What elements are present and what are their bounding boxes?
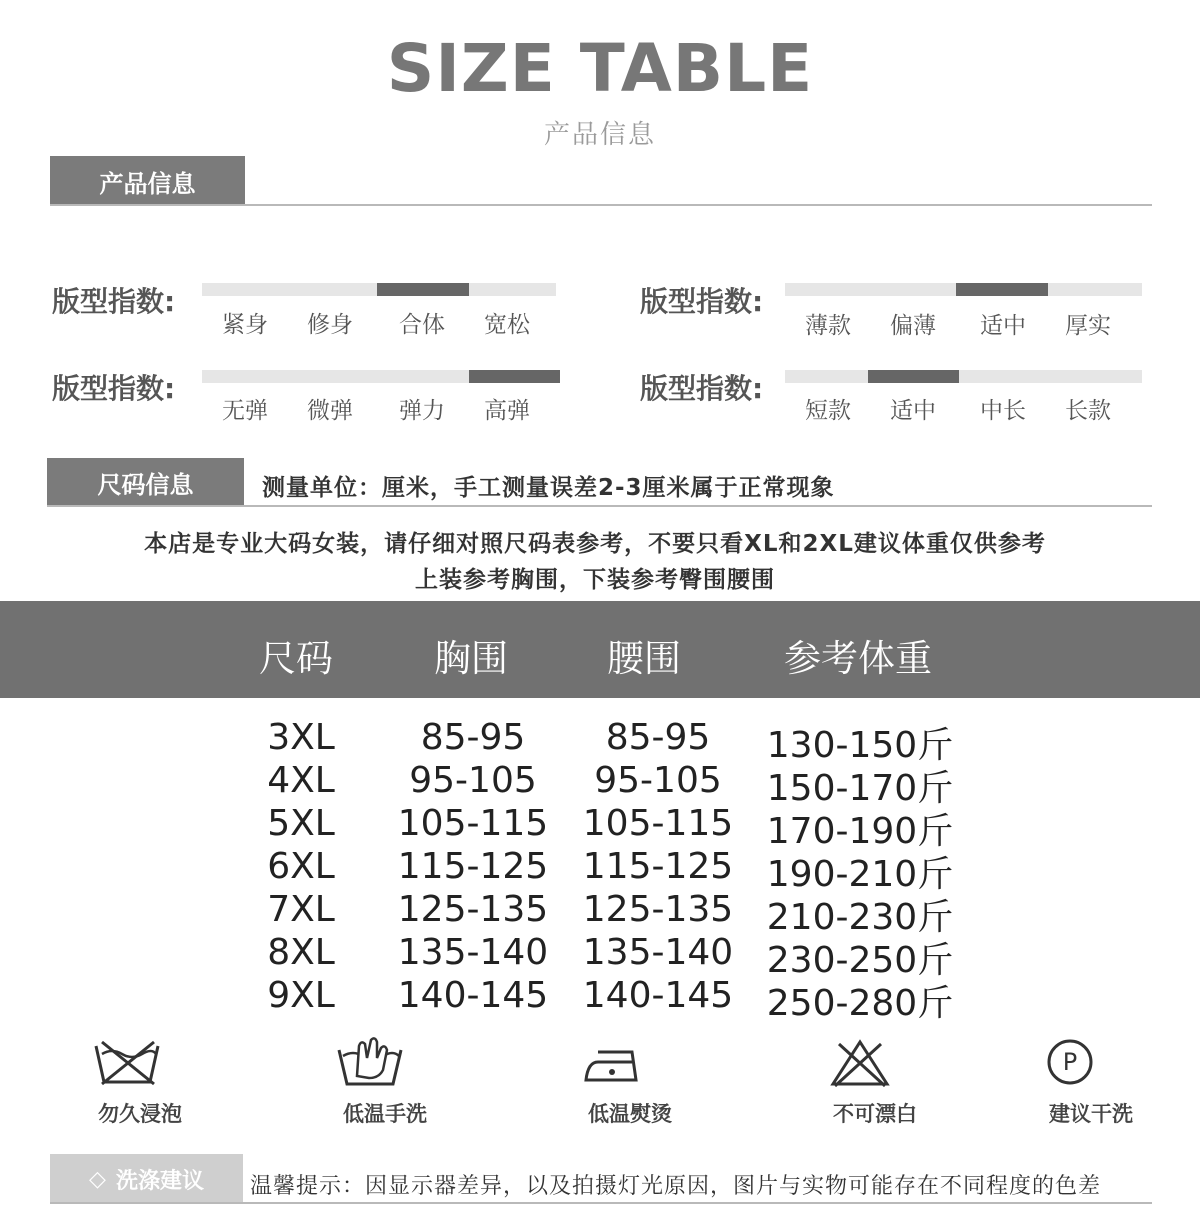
care-label: 勿久浸泡 [98,1102,182,1126]
waist-cell: 125-135 [582,889,734,930]
color-difference-tip: 温馨提示：因显示器差异，以及拍摄灯光原因，图片与实物可能存在不同程度的色差 [250,1174,1102,1199]
fit-option: 偏薄 [890,313,936,339]
waist-cell: 135-140 [582,932,734,973]
chest-cell: 125-135 [397,889,549,930]
column-header-waist: 腰围 [607,637,681,680]
waist-cell: 140-145 [582,975,734,1016]
fit-option: 合体 [399,312,445,338]
fit-index-bar [202,283,556,296]
fit-index-marker [956,283,1048,296]
fit-index-bar [202,370,560,383]
care-label: 低温手洗 [343,1102,427,1126]
waist-cell: 105-115 [582,803,734,844]
divider [50,204,1152,206]
fit-option: 高弹 [484,398,530,424]
fit-index-bar [785,370,1142,383]
care-item [570,1036,690,1126]
fit-option: 弹力 [399,398,445,424]
column-header-weight: 参考体重 [784,637,932,680]
waist-cell: 95-105 [594,760,722,801]
chest-cell: 105-115 [397,803,549,844]
fit-index-label: 版型指数: [640,372,764,405]
fit-index-label: 版型指数: [52,285,176,318]
weight-cell: 150-170斤 [766,768,954,809]
fit-index-marker [868,370,959,383]
fit-index-bar [785,283,1142,296]
size-cell: 8XL [267,932,335,973]
measure-note: 测量单位：厘米，手工测量误差2-3厘米属于正常现象 [262,475,835,501]
size-cell: 3XL [267,717,335,758]
fit-option: 紧身 [222,312,268,338]
notice-line: 本店是专业大码女装，请仔细对照尺码表参考，不要只看XL和2XL建议体重仅供参考 [144,531,1046,557]
fit-index-label: 版型指数: [52,372,176,405]
waist-cell: 115-125 [582,846,734,887]
wash-advice-tab-label: 洗涤建议 [115,1168,204,1194]
chest-cell: 85-95 [420,717,526,758]
fit-option: 修身 [307,312,353,338]
size-info-tab-label: 尺码信息 [97,471,194,499]
weight-cell: 210-230斤 [766,897,954,938]
chest-cell: 135-140 [397,932,549,973]
care-item [80,1036,200,1126]
care-label: 建议干洗 [1049,1102,1133,1126]
weight-cell: 190-210斤 [766,854,954,895]
divider [50,1202,1152,1204]
size-cell: 5XL [267,803,335,844]
care-item [815,1036,935,1126]
column-header-chest: 胸围 [434,637,508,680]
notice-line: 上装参考胸围，下装参考臀围腰围 [415,567,775,593]
fit-index-marker [469,370,560,383]
fit-option: 适中 [980,313,1026,339]
fit-option: 薄款 [805,313,851,339]
weight-cell: 130-150斤 [766,725,954,766]
diamond-icon: ◇ [89,1166,106,1192]
page-title: SIZE TABLE [386,30,814,107]
page-subtitle: 产品信息 [543,120,656,150]
waist-cell: 85-95 [605,717,711,758]
size-cell: 6XL [267,846,335,887]
chest-cell: 115-125 [397,846,549,887]
svg-text:P: P [1062,1048,1078,1076]
hand-wash-icon [335,1036,405,1086]
care-item [325,1036,445,1126]
size-cell: 4XL [267,760,335,801]
column-header-size: 尺码 [259,637,333,680]
size-cell: 9XL [267,975,335,1016]
fit-option: 微弹 [307,398,353,424]
weight-cell: 230-250斤 [766,940,954,981]
fit-option: 宽松 [484,312,530,338]
fit-index-label: 版型指数: [640,285,764,318]
fit-option: 无弹 [222,398,268,424]
no-soak-icon [92,1038,162,1088]
no-bleach-icon [825,1038,895,1088]
product-info-tab-label: 产品信息 [99,169,196,198]
fit-option: 适中 [890,398,936,424]
low-iron-icon [580,1038,650,1088]
weight-cell: 250-280斤 [766,983,954,1024]
wash-advice-tab [50,1154,243,1204]
divider [47,505,1152,507]
care-icons-row [80,1036,1180,1126]
care-label: 不可漂白 [833,1102,917,1126]
weight-cell: 170-190斤 [766,811,954,852]
chest-cell: 140-145 [397,975,549,1016]
fit-index-marker [377,283,469,296]
fit-option: 中长 [980,398,1026,424]
care-label: 低温熨烫 [588,1102,672,1126]
size-cell: 7XL [267,889,335,930]
fit-option: 短款 [805,398,851,424]
fit-option: 厚实 [1065,313,1111,339]
care-item [1032,1036,1152,1126]
fit-option: 长款 [1065,398,1111,424]
dry-clean-icon [1035,1038,1105,1088]
product-info-tab [50,156,245,206]
size-info-tab [47,458,244,507]
size-table-header [0,601,1200,698]
chest-cell: 95-105 [409,760,537,801]
